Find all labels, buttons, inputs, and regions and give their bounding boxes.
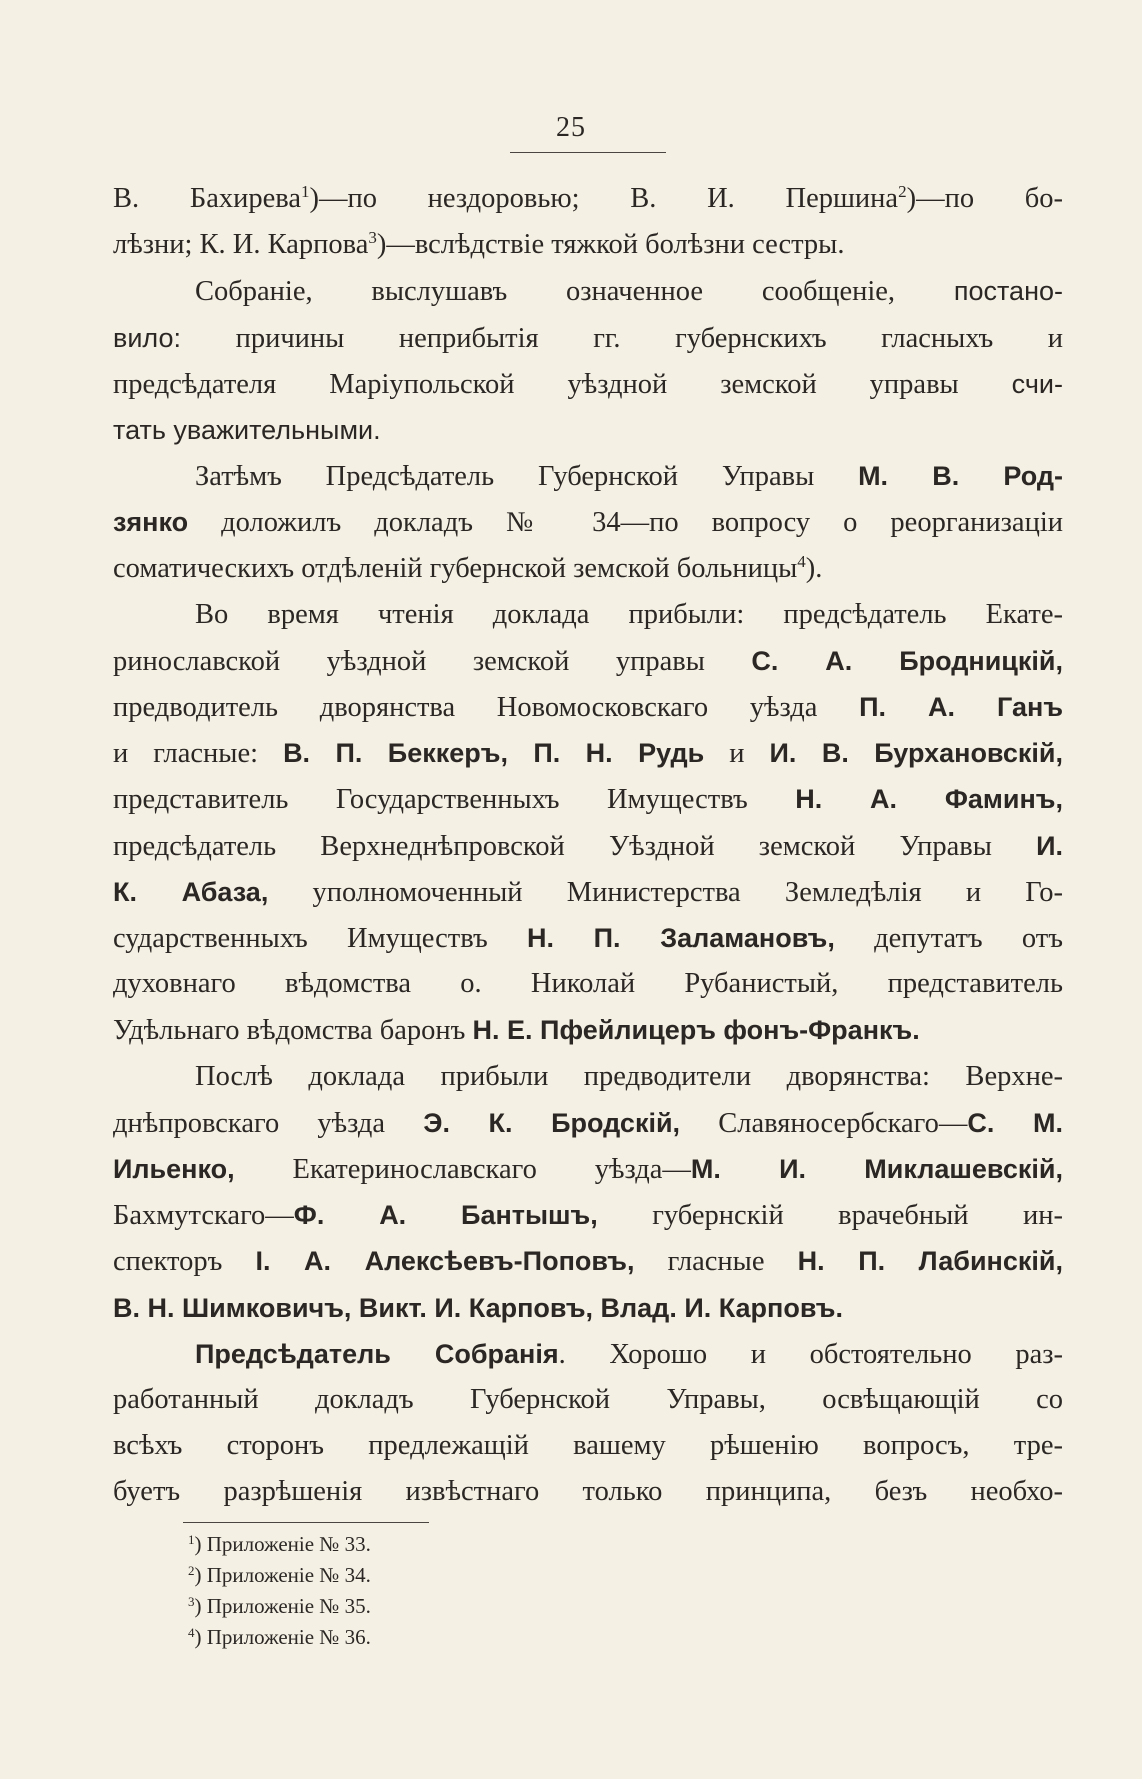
text-line: и гласные: В. П. Беккеръ, П. Н. Рудь и И. В. Бурхановскій, [113,738,1063,770]
text-line: Удѣльнаго вѣдомства баронъ Н. Е. Пфейлицеръ фонъ-Франкъ. [113,1015,920,1047]
text-line: днѣпровскаго уѣзда Э. К. Бродскій, Славяносербскаго—С. М. [113,1107,1063,1139]
text-line: Ильенко, Екатеринославскаго уѣзда—М. И. Миклашевскій, [113,1153,1063,1185]
text-line: В. Н. Шимковичъ, Викт. И. Карповъ, Влад. И. Карповъ. [113,1292,843,1323]
text-line: спекторъ І. А. Алексѣевъ-Поповъ, гласные Н. П. Лабинскій, [113,1246,1063,1278]
text-line: работанный докладъ Губернской Управы, освѣщающій со [113,1383,1063,1415]
text-line: соматическихъ отдѣленій губернской земской больницы$^4$). [113,551,823,584]
page-number: 25 [556,112,586,143]
text-line: зянко доложилъ докладъ № 34—по вопросу о реорганизаціи [113,507,1063,539]
text-line: предсѣдатель Верхнеднѣпровской Уѣздной земской Управы И. [113,830,1063,862]
text-line: ринославской уѣздной земской управы С. А. Бродницкій, [113,645,1063,677]
footnote-rule [183,1522,429,1523]
text-line: лѣзни; К. И. Карпова$^3$)—вслѣдствіе тяжкой болѣзни сестры. [113,228,845,261]
footnotes [188,1529,371,1653]
paragraph-start: Собраніе, выслушавъ означенное сообщеніе, постано- [195,276,1063,308]
text-line: предсѣдателя Маріупольской уѣздной земской управы счи- [113,368,1063,400]
text-line: всѣхъ сторонъ предлежащій вашему рѣшенію вопросъ, тре- [113,1430,1063,1462]
text-line: буетъ разрѣшенія извѣстнаго только принципа, безъ необхо- [113,1476,1063,1508]
text-line: тать уважительными. [113,414,381,445]
text-line: представитель Государственныхъ Имуществъ Н. А. Фаминъ, [113,784,1063,816]
footnote: $^3$) Приложеніе № 35. [188,1594,371,1618]
footnote: $^4$) Приложеніе № 36. [188,1625,371,1649]
text-line: К. Абаза, уполномоченный Министерства Земледѣлія и Го- [113,876,1063,908]
text-line: предводитель дворянства Новомосковскаго уѣзда П. А. Ганъ [113,692,1064,724]
text-line: Бахмутскаго—Ф. А. Бантышъ, губернскій врачебный ин- [113,1200,1063,1232]
paragraph-start: Затѣмъ Предсѣдатель Губернской Управы М. В. Род- [195,461,1063,493]
paragraph-start: Предсѣдатель Собранія. Хорошо и обстоятельно раз- [195,1338,1063,1370]
header-rule [510,152,666,153]
text-line: духовнаго вѣдомства о. Николай Рубанистый, представитель [113,968,1063,1000]
paragraph-start: Во время чтенія доклада прибыли: предсѣдатель Екате- [195,598,1063,630]
footnote: $^2$) Приложеніе № 34. [188,1563,371,1587]
text-line: В. Бахирева$^1$)—по нездоровью; В. И. Першина$^2$)—по бо- [113,182,1064,214]
text-line: вило: причины неприбытія гг. губернскихъ гласныхъ и [113,322,1063,354]
body-text [113,176,1063,1515]
paragraph-start: Послѣ доклада прибыли предводители дворянства: Верхне- [195,1060,1063,1092]
footnote: $^1$) Приложеніе № 33. [188,1532,371,1556]
text-line: сударственныхъ Имуществъ Н. П. Заламановъ, депутатъ отъ [113,923,1063,954]
